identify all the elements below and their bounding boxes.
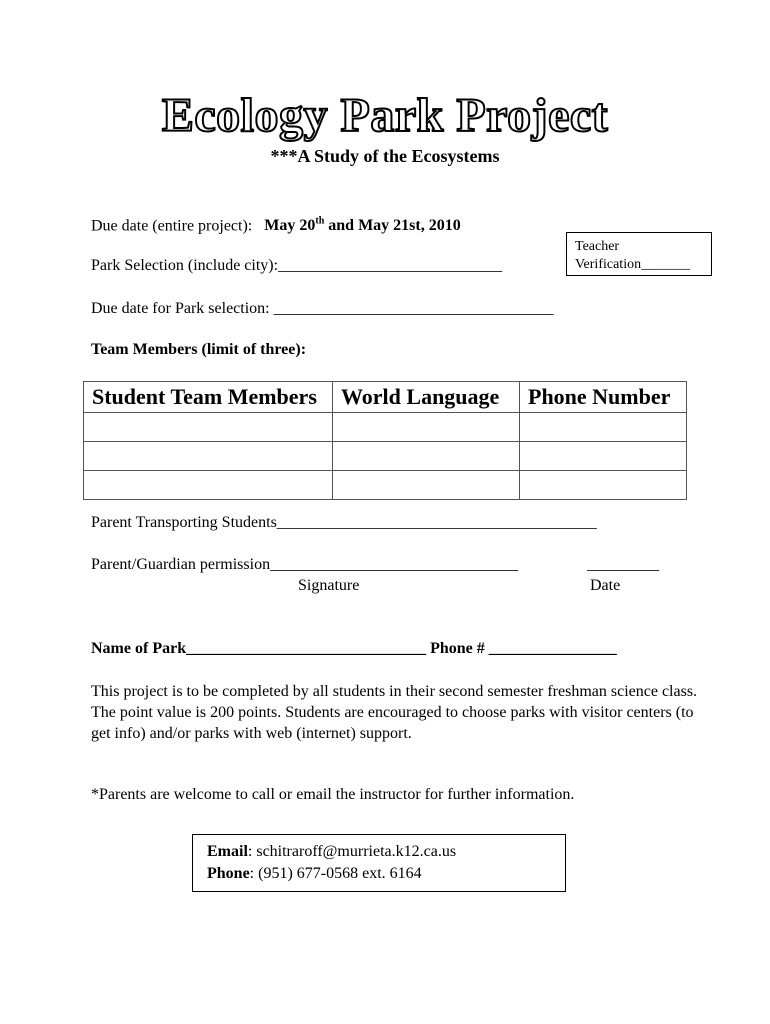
table-cell[interactable] <box>333 442 520 471</box>
permission-field[interactable] <box>91 556 518 574</box>
park-phone-blank[interactable]: ________________ <box>488 640 617 657</box>
table-row <box>84 471 687 500</box>
park-due-label: Due date for Park selection: <box>91 300 274 317</box>
header-phone-number: Phone Number <box>520 382 687 413</box>
park-selection-blank[interactable]: ____________________________ <box>278 257 503 274</box>
date-blank[interactable]: _________ <box>587 556 659 573</box>
email-value[interactable]: : schitraroff@murrieta.k12.ca.us <box>247 843 457 860</box>
park-due-blank[interactable]: ___________________________________ <box>273 300 554 317</box>
email-line <box>207 841 551 863</box>
table-cell[interactable] <box>333 413 520 442</box>
teacher-label: Teacher <box>575 239 620 254</box>
table-cell[interactable] <box>84 442 333 471</box>
header-student-team-members: Student Team Members <box>84 382 333 413</box>
page-subtitle: ***A Study of the Ecosystems <box>270 146 500 166</box>
due-date-label: Due date (entire project): <box>91 217 253 235</box>
park-selection-label: Park Selection (include city): <box>91 257 279 274</box>
table-row <box>84 442 687 471</box>
due-date-value-a: May 20 <box>264 217 316 235</box>
parent-transport-blank[interactable]: ________________________________________ <box>276 514 597 531</box>
header-world-language: World Language <box>333 382 520 413</box>
due-date-line <box>91 216 461 235</box>
table-cell[interactable] <box>333 471 520 500</box>
signature-blank[interactable]: _______________________________ <box>270 556 519 573</box>
table-cell[interactable] <box>520 442 687 471</box>
parent-transport-label: Parent Transporting Students <box>91 514 277 531</box>
table-cell[interactable] <box>84 413 333 442</box>
signature-caption: Signature <box>298 577 360 594</box>
date-caption: Date <box>590 577 621 594</box>
teacher-verification-box[interactable] <box>566 232 712 276</box>
table-cell[interactable] <box>520 471 687 500</box>
page-title: Ecology Park Project <box>161 89 609 142</box>
phone-label: Phone <box>207 865 250 882</box>
table-header-row <box>84 382 687 413</box>
parents-note: *Parents are welcome to call or email the instructor for further information. <box>91 786 575 803</box>
project-description: This project is to be completed by all students in their second semester freshman science class. The point value is 200 points. Students are encouraged to choose parks with visitor centers (to get info) and/or parks with web (internet) support. <box>91 683 698 742</box>
parent-transport-field[interactable] <box>91 514 597 532</box>
contact-box <box>192 834 566 892</box>
table-row <box>84 413 687 442</box>
park-selection-field[interactable] <box>91 257 502 275</box>
park-name-label: Name of Park <box>91 640 187 657</box>
phone-line <box>207 863 551 885</box>
team-members-table <box>83 381 687 500</box>
verification-label: Verification_______ <box>575 257 691 272</box>
due-date-value-b: and May 21st, 2010 <box>324 217 461 235</box>
permission-label: Parent/Guardian permission <box>91 556 271 573</box>
email-label: Email <box>207 843 248 860</box>
park-name-blank[interactable]: ______________________________ <box>186 640 427 657</box>
park-due-field[interactable] <box>91 300 554 318</box>
phone-value: : (951) 677-0568 ext. 6164 <box>249 865 422 882</box>
table-cell[interactable] <box>84 471 333 500</box>
team-members-heading: Team Members (limit of three): <box>91 341 307 358</box>
table-cell[interactable] <box>520 413 687 442</box>
due-date-value <box>264 217 460 234</box>
park-name-field[interactable] <box>91 640 617 658</box>
due-date-superscript: th <box>315 216 325 227</box>
park-phone-label: Phone # <box>426 640 489 657</box>
